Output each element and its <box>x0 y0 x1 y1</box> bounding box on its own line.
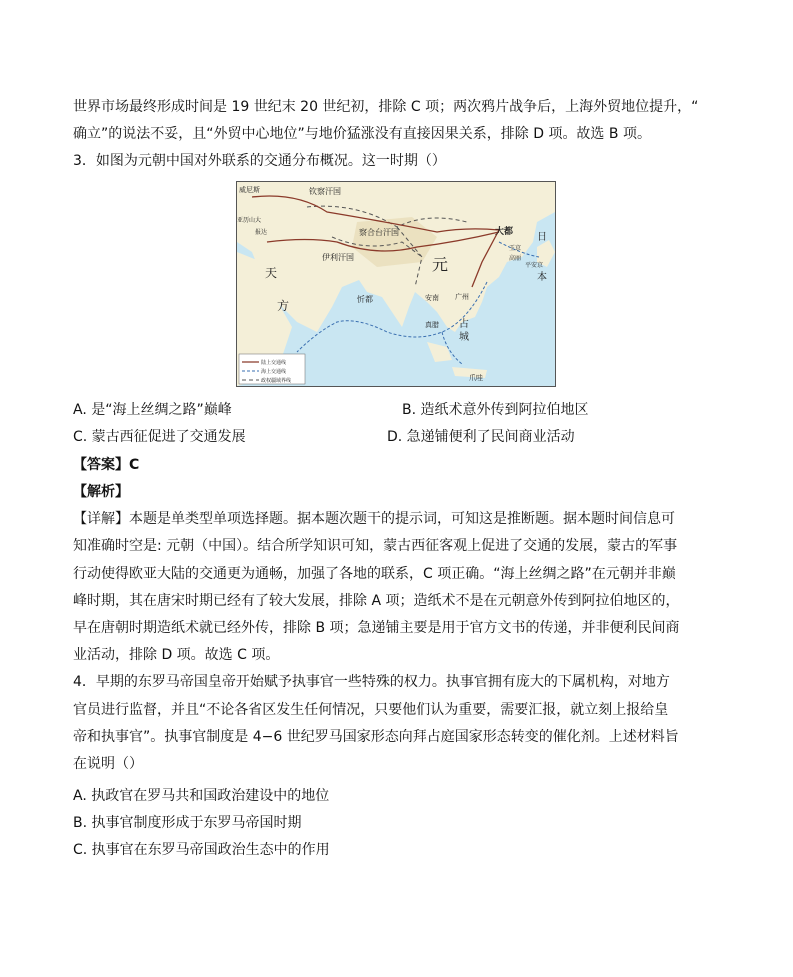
label-india: 忻都 <box>357 295 373 304</box>
question-3-option-b: B. 造纸术意外传到阿拉伯地区 <box>402 402 589 418</box>
label-arabia-1: 天 <box>265 266 278 280</box>
question-3-option-d: D. 急递铺便利了民间商业活动 <box>387 429 575 445</box>
legend-land-label: 陆上交通线 <box>261 360 287 366</box>
label-wangjing: 王京 <box>509 245 522 252</box>
question-3-option-c: C. 蒙古西征促进了交通发展 <box>73 429 246 445</box>
label-chagatai: 察合台汗国 <box>359 228 399 237</box>
label-champa-1: 占 <box>459 319 469 330</box>
label-korea: 高丽 <box>509 255 522 262</box>
question-3-detail-line-6: 业活动，排除 D 项。故选 C 项。 <box>73 647 280 663</box>
label-dadu: 大都 <box>495 227 514 237</box>
question-3-stem: 3．如图为元朝中国对外联系的交通分布概况。这一时期（） <box>73 153 446 169</box>
question-3-option-a: A. 是“海上丝绸之路”巅峰 <box>73 402 232 418</box>
label-yuan: 元 <box>432 255 449 274</box>
question-4-stem-line-1: 4．早期的东罗马帝国皇帝开始赋予执事官一些特殊的权力。执事官拥有庞大的下属机构，对地方 <box>73 674 670 690</box>
question-4-option-b: B. 执事官制度形成于东罗马帝国时期 <box>73 815 302 831</box>
label-annam: 安南 <box>425 294 439 302</box>
question-4-stem-line-4: 在说明（） <box>73 756 143 772</box>
legend-border-label: 政权疆域界线 <box>261 378 292 384</box>
question-3-detail-line-5: 早在唐朝时期造纸术就已经外传，排除 B 项；急递铺主要是用于官方文书的传递，并非便利民间商 <box>73 620 680 636</box>
question-4-option-c: C. 执事官在东罗马帝国政治生态中的作用 <box>73 842 330 858</box>
label-guangzhou: 广州 <box>455 293 469 301</box>
question-3-detail-line-1: 【详解】本题是单类型单项选择题。据本题次题干的提示词，可知这是推断题。据本题时间信息可 <box>73 511 675 527</box>
intro-line-2: 确立”的说法不妥，且“外贸中心地位”与地价猛涨没有直接因果关系，排除 D 项。故选 B 项。 <box>73 126 651 142</box>
question-3-detail-line-4: 峰时期，其在唐宋时期已经有了较大发展，排除 A 项；造纸术不是在元朝意外传到阿拉伯地区的， <box>73 593 680 609</box>
question-3-detail-line-3: 行动使得欧亚大陆的交通更为通畅，加强了各地的联系，C 项正确。“海上丝绸之路”在元朝并非巅 <box>73 566 676 582</box>
question-4-stem-line-3: 帝和执事官”。执事官制度是 4−6 世纪罗马国家形态向拜占庭国家形态转变的催化剂。上述材料旨 <box>73 729 679 745</box>
intro-line-1: 世界市场最终形成时间是 19 世纪末 20 世纪初，排除 C 项；两次鸦片战争后，上海外贸地位提升，“ <box>73 99 699 115</box>
label-arabia-2: 方 <box>277 299 290 313</box>
label-baghdad: 报达 <box>255 229 268 236</box>
legend-sea-label: 海上交通线 <box>261 369 287 375</box>
label-champa-2: 城 <box>459 332 469 343</box>
question-4-option-a: A. 执政官在罗马共和国政治建设中的地位 <box>73 788 330 804</box>
yuan-transport-map <box>236 181 556 387</box>
label-java: 爪哇 <box>469 374 483 382</box>
map-svg <box>237 182 555 386</box>
label-japan-2: 本 <box>537 272 547 283</box>
question-3-detail-line-2: 知准确时空是: 元朝（中国）。结合所学知识可知，蒙古西征客观上促进了交通的发展，蒙古的军事 <box>73 538 678 554</box>
question-3-analysis-label: 【解析】 <box>73 484 129 500</box>
question-4-stem-line-2: 官员进行监督，并且“不论各省区发生任何情况，只要他们认为重要，需要汇报，就立刻上报给皇 <box>73 702 669 718</box>
label-ilkhanate: 伊利汗国 <box>322 253 354 262</box>
label-golden-horde: 钦察汗国 <box>309 187 341 196</box>
label-heian: 平安京 <box>525 262 544 269</box>
label-alexandria: 亚历山大 <box>237 217 262 224</box>
label-zhenla: 真腊 <box>425 321 439 329</box>
label-venice: 威尼斯 <box>239 186 260 194</box>
question-3-answer: 【答案】C <box>73 457 140 473</box>
label-japan-1: 日 <box>537 232 547 243</box>
